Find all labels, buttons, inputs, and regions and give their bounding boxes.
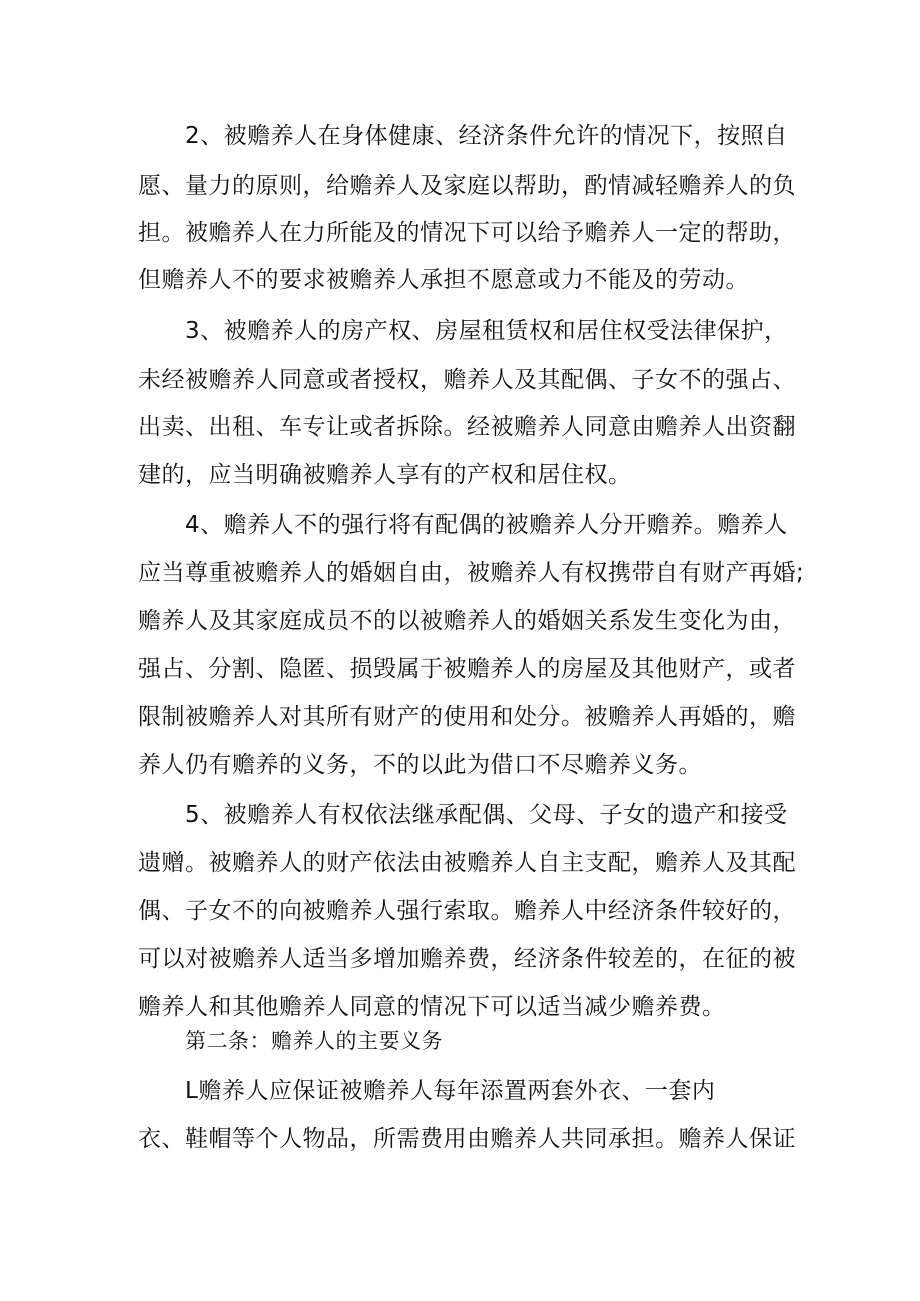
paragraph-4-line-6: 养人仍有赡养的义务，不的以此为借口不尽赡养义务。 bbox=[138, 752, 702, 778]
paragraph-4-line-1: 4、赡养人不的强行将有配偶的被赡养人分开赡养。赡养人 bbox=[185, 512, 788, 538]
paragraph-5-line-5: 赡养人和其他赡养人同意的情况下可以适当减少赡养费。 bbox=[138, 994, 726, 1020]
paragraph-3-line-4: 建的，应当明确被赡养人享有的产权和居住权。 bbox=[138, 462, 632, 488]
paragraph-5-line-4: 可以对被赡养人适当多增加赡养费，经济条件较差的，在征的被 bbox=[138, 946, 796, 972]
paragraph-2-line-3: 担。被赡养人在力所能及的情况下可以给予赡养人一定的帮助， bbox=[138, 220, 796, 246]
paragraph-3-line-3: 出卖、出租、车专让或者拆除。经被赡养人同意由赡养人出资翻 bbox=[138, 414, 796, 440]
paragraph-l-line-1: L赡养人应保证被赡养人每年添置两套外衣、一套内 bbox=[185, 1078, 716, 1104]
paragraph-2-line-1: 2、被赡养人在身体健康、经济条件允许的情况下，按照自 bbox=[185, 123, 788, 149]
paragraph-l-line-2: 衣、鞋帽等个人物品，所需费用由赡养人共同承担。赡养人保证 bbox=[138, 1126, 796, 1152]
paragraph-3-line-1: 3、被赡养人的房产权、房屋租赁权和居住权受法律保护， bbox=[185, 318, 788, 344]
paragraph-4-line-5: 限制被赡养人对其所有财产的使用和处分。被赡养人再婚的，赡 bbox=[138, 704, 796, 730]
paragraph-5-line-1: 5、被赡养人有权依法继承配偶、父母、子女的遗产和接受 bbox=[185, 802, 788, 828]
paragraph-2-line-2: 愿、量力的原则，给赡养人及家庭以帮助，酌情减轻赡养人的负 bbox=[138, 173, 796, 199]
paragraph-4-line-3: 赡养人及其家庭成员不的以被赡养人的婚姻关系发生变化为由， bbox=[138, 608, 796, 634]
paragraph-5-line-3: 偶、子女不的向被赡养人强行索取。赡养人中经济条件较好的， bbox=[138, 898, 796, 924]
paragraph-4-line-2: 应当尊重被赡养人的婚姻自由，被赡养人有权携带自有财产再婚; bbox=[138, 560, 805, 586]
paragraph-3-line-2: 未经被赡养人同意或者授权，赡养人及其配偶、子女不的强占、 bbox=[138, 367, 796, 393]
paragraph-2-line-4: 但赡养人不的要求被赡养人承担不愿意或力不能及的劳动。 bbox=[138, 267, 749, 293]
section-heading: 第二条：赡养人的主要义务 bbox=[185, 1029, 443, 1053]
paragraph-4-line-4: 强占、分割、隐匿、损毁属于被赡养人的房屋及其他财产，或者 bbox=[138, 656, 796, 682]
paragraph-5-line-2: 遗赠。被赡养人的财产依法由被赡养人自主支配，赡养人及其配 bbox=[138, 850, 796, 876]
